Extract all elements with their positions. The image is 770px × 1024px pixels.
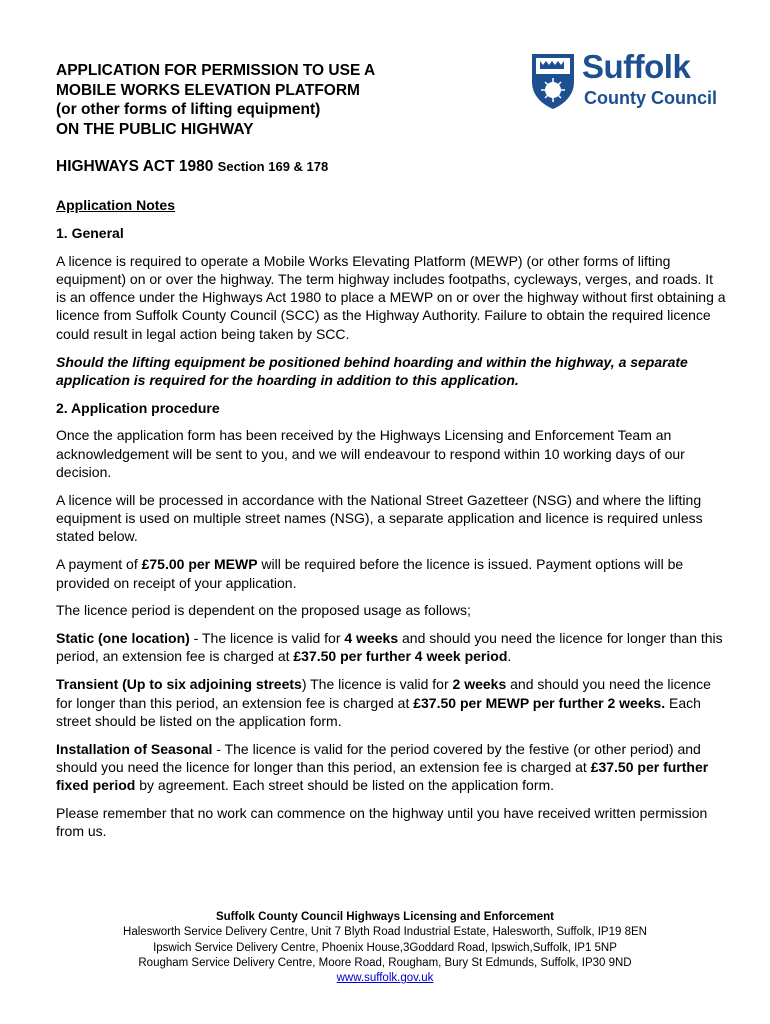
footer-address-rougham: Rougham Service Delivery Centre, Moore Road, Rougham, Bury St Edmunds, Suffolk, IP30 9ND	[138, 956, 632, 969]
notes-heading: Application Notes	[56, 197, 176, 213]
payment-amount: £75.00 per MEWP	[141, 556, 258, 573]
logo-name: Suffolk	[582, 48, 691, 85]
document-body	[56, 196, 726, 850]
suffolk-logo	[530, 48, 735, 114]
title-line-4: ON THE PUBLIC HIGHWAY	[56, 120, 254, 138]
static-label: Static (one location)	[56, 630, 190, 647]
static-text-3: .	[507, 648, 512, 665]
reminder-paragraph: Please remember that no work can commence on the highway until you have received written permission from us.	[56, 805, 708, 840]
title-line-1: APPLICATION FOR PERMISSION TO USE A	[56, 62, 376, 79]
general-heading: 1. General	[56, 224, 124, 241]
transient-duration: 2 weeks	[452, 676, 507, 693]
seasonal-text-1: - The licence is valid for the period covered by the festive (or other period) and should you need the licence for longer than this period, an extension fee is charged at	[56, 740, 701, 775]
seasonal-paragraph	[56, 740, 726, 795]
static-duration: 4 weeks	[344, 630, 399, 647]
static-text-1: - The licence is valid for	[189, 630, 345, 647]
act-section: Section 169 & 178	[217, 159, 329, 174]
payment-post: will be required before the licence is issued. Payment options will be provided on receipt of your application.	[56, 556, 684, 591]
act-heading	[56, 158, 328, 176]
crest-icon	[530, 52, 576, 110]
transient-fee: £37.50 per MEWP per further 2 weeks.	[413, 694, 666, 711]
title-line-2: MOBILE WORKS ELEVATION PLATFORM	[56, 81, 360, 99]
transient-label: Transient (Up to six adjoining streets	[56, 676, 302, 693]
transient-text-1: ) The licence is valid for	[301, 676, 453, 693]
seasonal-text-2: by agreement. Each street should be listed on the application form.	[135, 777, 555, 794]
static-paragraph	[56, 629, 726, 666]
logo-subtitle: County Council	[584, 88, 717, 108]
static-text-2: and should you need the licence for longer than this period, an extension fee is charged at	[56, 630, 723, 665]
procedure-paragraph-2: A licence will be processed in accordance with the National Street Gazetteer (NSG) and where the lifting equipment is used on multiple street names (NSG), a separate application and licence is required unless stated below.	[56, 491, 703, 545]
document-title	[56, 61, 516, 139]
payment-pre: A payment of	[56, 556, 142, 573]
hoarding-warning: Should the lifting equipment be positioned behind hoarding and within the highway, a separate application is required for the hoarding in addition to this application.	[56, 353, 688, 388]
footer-address-halesworth: Halesworth Service Delivery Centre, Unit 7 Blyth Road Industrial Estate, Halesworth, Suffolk, IP19 8EN	[123, 926, 647, 939]
period-intro: The licence period is dependent on the proposed usage as follows;	[56, 602, 471, 619]
seasonal-label: Installation of Seasonal	[56, 740, 213, 757]
website-link[interactable]: www.suffolk.gov.uk	[336, 972, 434, 985]
static-fee: £37.50 per further 4 week period	[293, 648, 508, 665]
payment-paragraph	[56, 555, 726, 592]
transient-text-3: Each street should be listed on the application form.	[56, 694, 701, 729]
general-paragraph: A licence is required to operate a Mobile Works Elevating Platform (MEWP) (or other forms of lifting equipment) on or over the highway. The term highway includes footpaths, cycleways, verges, and roads. It is an offence under the Highways Act 1980 to place a MEWP on or over the highway without first obtaining a licence from Suffolk County Council (SCC) as the Highway Authority. Failure to obtain the required licence could result in legal action being taken by SCC.	[56, 252, 726, 342]
seasonal-fee: £37.50 per further fixed period	[56, 758, 709, 794]
transient-paragraph	[56, 675, 726, 730]
title-line-3: (or other forms of lifting equipment)	[56, 101, 321, 118]
footer-heading: Suffolk County Council Highways Licensing and Enforcement	[215, 911, 554, 923]
act-main: HIGHWAYS ACT 1980	[56, 158, 214, 175]
procedure-heading: 2. Application procedure	[56, 399, 220, 416]
footer	[40, 910, 730, 986]
transient-text-2: and should you need the licence for longer than this period, an extension fee is charged at	[56, 676, 711, 711]
procedure-paragraph-1: Once the application form has been received by the Highways Licensing and Enforcement Team an acknowledgement will be sent to you, and we will endeavour to respond within 10 working days of our decision.	[56, 427, 685, 481]
footer-address-ipswich: Ipswich Service Delivery Centre, Phoenix House,3Goddard Road, Ipswich,Suffolk, IP1 5NP	[153, 941, 617, 954]
